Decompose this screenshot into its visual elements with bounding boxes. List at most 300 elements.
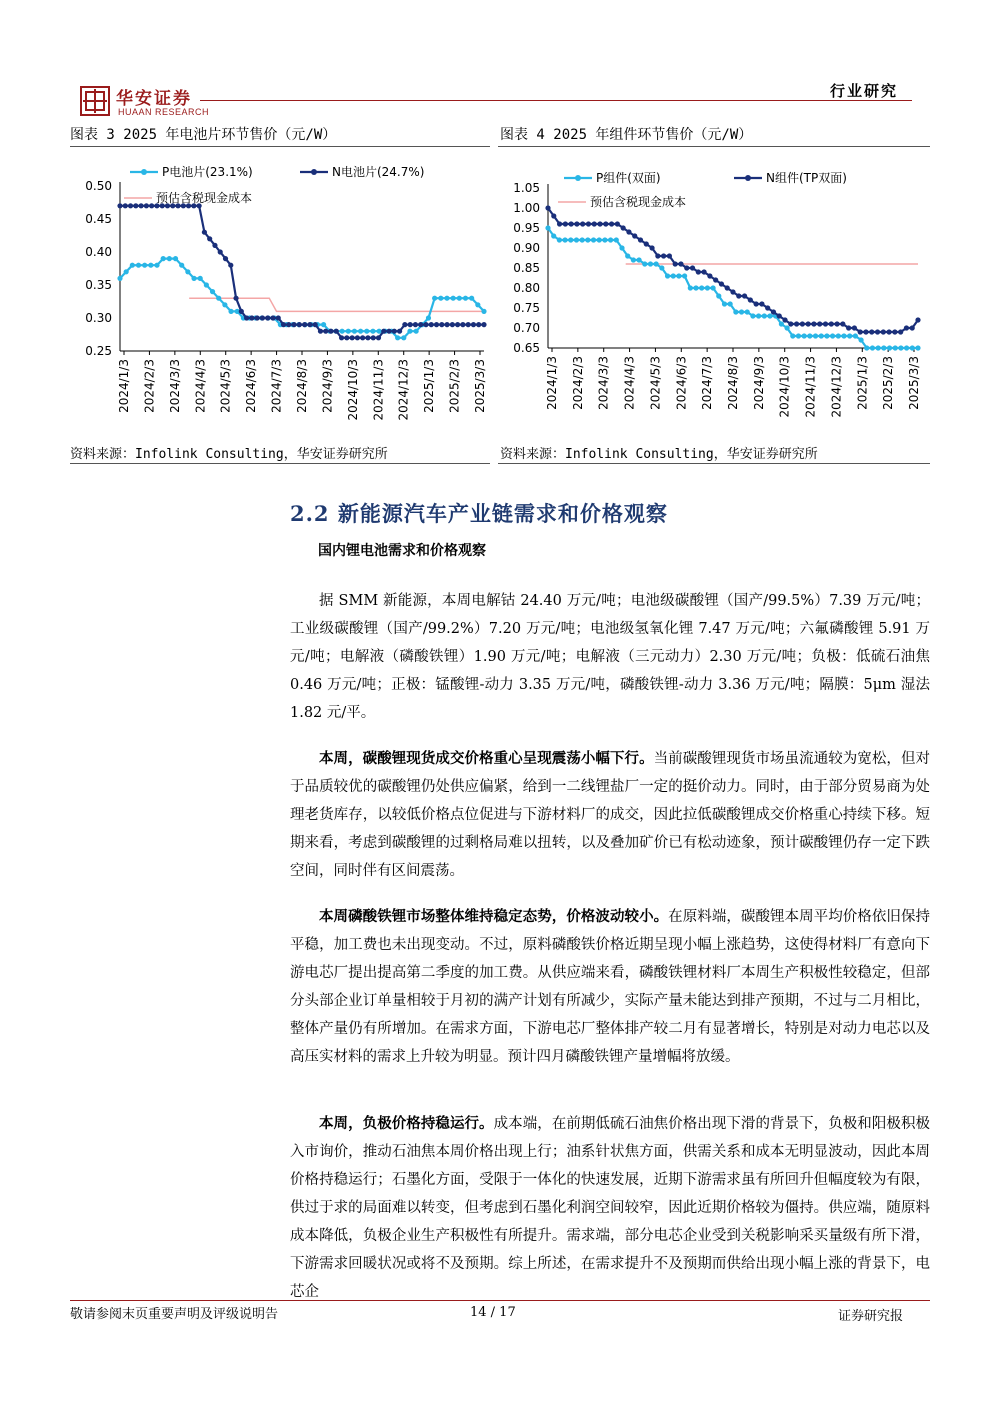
data-point bbox=[210, 289, 215, 294]
data-point bbox=[466, 322, 471, 327]
data-point bbox=[834, 321, 839, 326]
legend-marker bbox=[575, 175, 581, 181]
data-point bbox=[824, 333, 829, 338]
data-point bbox=[626, 229, 631, 234]
data-point bbox=[585, 237, 590, 242]
paragraph-text: 当前碳酸锂现货市场虽流通较为宽松，但对于品质较优的碳酸锂仍处供应偏紧，给到一二线锂盐厂一定的挺价动力。同时，由于部分贸易商为处理老货库存，以较低价格点位促进与下游材料厂的成交，因此拉低碳酸锂成交价格重心持续下移。短期来看，考虑到碳酸锂的过剩格局难以扭转，以及叠加矿价已有松动迹象，预计碳酸锂仍存一定下跌空间，同时伴有区间震荡。 bbox=[290, 751, 931, 879]
data-point bbox=[371, 335, 376, 340]
data-point bbox=[244, 315, 249, 320]
data-point bbox=[557, 221, 562, 226]
report-category: 行业研究 bbox=[830, 82, 899, 100]
data-point bbox=[392, 329, 397, 334]
data-point bbox=[413, 322, 418, 327]
data-point bbox=[756, 313, 761, 318]
x-tick-label: 2024/6/3 bbox=[674, 356, 689, 410]
section-title: 2.2 新能源汽车产业链需求和价格观察 bbox=[290, 501, 668, 526]
data-point bbox=[557, 237, 562, 242]
data-point bbox=[418, 322, 423, 327]
data-point bbox=[401, 335, 406, 340]
data-point bbox=[569, 221, 574, 226]
data-point bbox=[915, 317, 920, 322]
data-point bbox=[476, 322, 481, 327]
y-tick-label: 0.50 bbox=[85, 179, 112, 193]
data-point bbox=[124, 269, 129, 274]
data-point bbox=[218, 249, 223, 254]
data-point bbox=[352, 329, 357, 334]
figure-3-title: 图表 3 2025 年电池片环节售价（元/W） bbox=[70, 127, 337, 143]
data-point bbox=[438, 296, 443, 301]
data-point bbox=[276, 315, 281, 320]
legend-label: N组件(TP双面) bbox=[766, 171, 847, 185]
data-point bbox=[233, 296, 238, 301]
data-point bbox=[722, 301, 727, 306]
paragraph-lead: 本周，负极价格持稳运行。 bbox=[319, 1115, 494, 1132]
x-tick-label: 2024/7/3 bbox=[700, 356, 715, 410]
data-point bbox=[580, 221, 585, 226]
data-point bbox=[339, 335, 344, 340]
data-point bbox=[426, 315, 431, 320]
data-point bbox=[260, 315, 265, 320]
data-point bbox=[910, 345, 915, 350]
data-point bbox=[130, 263, 135, 268]
section-subtitle: 国内锂电池需求和价格观察 bbox=[318, 543, 486, 559]
x-tick-label: 2025/2/3 bbox=[447, 359, 462, 413]
x-tick-label: 2024/8/3 bbox=[295, 359, 309, 413]
data-point bbox=[455, 322, 460, 327]
data-point bbox=[402, 322, 407, 327]
data-point bbox=[847, 333, 852, 338]
data-point bbox=[707, 273, 712, 278]
data-point bbox=[307, 322, 312, 327]
data-point bbox=[407, 329, 412, 334]
data-point bbox=[836, 333, 841, 338]
data-point bbox=[887, 345, 892, 350]
data-point bbox=[139, 203, 144, 208]
data-point bbox=[313, 322, 318, 327]
data-point bbox=[642, 261, 647, 266]
x-tick-label: 2025/1/3 bbox=[422, 359, 437, 413]
figure-4-bottom-rule bbox=[498, 463, 930, 464]
data-point bbox=[648, 261, 653, 266]
y-tick-label: 0.40 bbox=[85, 245, 112, 259]
data-point bbox=[693, 285, 698, 290]
data-point bbox=[340, 329, 345, 334]
paragraph-text: 成本端，在前期低硫石油焦价格出现下滑的背景下，负极和阳极积极入市询价，推动石油焦本周价格出现上行；油系针状焦方面，供需关系和成本无明显波动，因此本周价格持稳运行；石墨化方面，受限于一体化的快速发展，近期下游需求虽有所回升但幅度较为有限，供过于求的局面难以转变，但考虑到石墨化利润空间较窄，因此近期价格较为僵持。供应端，随原料成本降低，负极企业生产积极性有所提升。需求端，部分电芯企业受到关税影响采买量级有所下滑，下游需求回暖状况或将不及预期。综上所述，在需求提升不及预期而供给出现小幅上涨的背景下，电芯企 bbox=[290, 1116, 931, 1300]
data-point bbox=[136, 263, 141, 268]
data-point bbox=[323, 329, 328, 334]
data-point bbox=[813, 333, 818, 338]
data-point bbox=[779, 321, 784, 326]
data-point bbox=[228, 263, 233, 268]
x-tick-label: 2024/4/3 bbox=[622, 356, 637, 410]
data-point bbox=[574, 237, 579, 242]
data-point bbox=[149, 203, 154, 208]
data-point bbox=[736, 293, 741, 298]
data-point bbox=[904, 345, 909, 350]
x-tick-label: 2025/3/3 bbox=[473, 359, 487, 413]
data-point bbox=[661, 253, 666, 258]
data-point bbox=[318, 329, 323, 334]
data-point bbox=[350, 335, 355, 340]
data-point bbox=[370, 329, 375, 334]
data-point bbox=[621, 225, 626, 230]
data-point bbox=[829, 321, 834, 326]
company-logo-icon bbox=[80, 86, 110, 116]
legend-label: P电池片(23.1%) bbox=[162, 165, 253, 179]
data-point bbox=[471, 322, 476, 327]
paragraph-prices bbox=[290, 587, 930, 727]
x-tick-label: 2025/3/3 bbox=[907, 356, 921, 410]
data-point bbox=[481, 309, 486, 314]
x-tick-label: 2024/3/3 bbox=[167, 359, 182, 413]
data-point bbox=[191, 276, 196, 281]
data-point bbox=[364, 329, 369, 334]
data-point bbox=[876, 345, 881, 350]
x-tick-label: 2024/5/3 bbox=[648, 356, 663, 410]
data-point bbox=[807, 333, 812, 338]
data-point bbox=[185, 269, 190, 274]
data-point bbox=[360, 335, 365, 340]
data-point bbox=[699, 285, 704, 290]
data-point bbox=[767, 313, 772, 318]
paragraph-lead: 本周，碳酸锂现货成交价格重心呈现震荡小幅下行。 bbox=[319, 750, 654, 767]
data-point bbox=[788, 321, 793, 326]
data-point bbox=[302, 322, 307, 327]
data-point bbox=[673, 261, 678, 266]
data-point bbox=[631, 257, 636, 262]
data-point bbox=[725, 285, 730, 290]
cost-annotation: 预估含税现金成本 bbox=[156, 191, 253, 205]
data-point bbox=[667, 253, 672, 258]
data-point bbox=[255, 315, 260, 320]
data-point bbox=[381, 329, 386, 334]
data-point bbox=[881, 329, 886, 334]
data-point bbox=[619, 245, 624, 250]
data-point bbox=[846, 325, 851, 330]
y-tick-label: 0.70 bbox=[513, 321, 540, 335]
legend-marker bbox=[311, 169, 317, 175]
data-point bbox=[898, 345, 903, 350]
figure-4-source: 资料来源：Infolink Consulting，华安证券研究所 bbox=[500, 447, 818, 462]
data-point bbox=[730, 289, 735, 294]
data-point bbox=[239, 309, 244, 314]
data-point bbox=[886, 329, 891, 334]
data-point bbox=[344, 335, 349, 340]
data-point bbox=[817, 321, 822, 326]
data-point bbox=[632, 233, 637, 238]
data-point bbox=[358, 329, 363, 334]
legend-marker bbox=[745, 175, 751, 181]
x-tick-label: 2024/10/3 bbox=[777, 356, 792, 418]
x-tick-label: 2024/1/3 bbox=[117, 359, 131, 413]
figure-4-title: 图表 4 2025 年组件环节售价（元/W） bbox=[500, 127, 753, 143]
data-point bbox=[597, 237, 602, 242]
figure-3-top-rule bbox=[70, 146, 490, 147]
data-point bbox=[762, 313, 767, 318]
data-point bbox=[893, 345, 898, 350]
data-point bbox=[771, 309, 776, 314]
data-point bbox=[202, 230, 207, 235]
x-tick-label: 2024/7/3 bbox=[269, 359, 284, 413]
y-tick-label: 1.00 bbox=[513, 201, 540, 215]
data-point bbox=[777, 313, 782, 318]
data-point bbox=[625, 253, 630, 258]
data-point bbox=[638, 237, 643, 242]
data-point bbox=[223, 256, 228, 261]
paragraph-lithium-carbonate bbox=[290, 745, 930, 885]
data-point bbox=[179, 263, 184, 268]
data-point bbox=[592, 221, 597, 226]
data-point bbox=[819, 333, 824, 338]
data-point bbox=[858, 329, 863, 334]
brand-name: 华安证券 bbox=[116, 89, 192, 109]
data-point bbox=[784, 325, 789, 330]
data-point bbox=[429, 322, 434, 327]
x-tick-label: 2024/10/3 bbox=[345, 359, 360, 421]
legend-marker bbox=[141, 169, 147, 175]
data-point bbox=[863, 329, 868, 334]
data-point bbox=[281, 322, 286, 327]
data-point bbox=[690, 265, 695, 270]
paragraph-lfp bbox=[290, 903, 930, 1071]
data-point bbox=[434, 322, 439, 327]
data-point bbox=[574, 221, 579, 226]
module-price-chart bbox=[494, 150, 934, 440]
data-point bbox=[716, 293, 721, 298]
data-point bbox=[790, 333, 795, 338]
data-point bbox=[161, 256, 166, 261]
data-point bbox=[665, 273, 670, 278]
data-point bbox=[551, 213, 556, 218]
data-point bbox=[562, 237, 567, 242]
data-point bbox=[207, 236, 212, 241]
data-point bbox=[713, 277, 718, 282]
data-point bbox=[858, 337, 863, 342]
data-point bbox=[444, 322, 449, 327]
data-point bbox=[841, 333, 846, 338]
data-point bbox=[759, 301, 764, 306]
data-point bbox=[794, 321, 799, 326]
data-point bbox=[655, 253, 660, 258]
data-point bbox=[688, 285, 693, 290]
y-tick-label: 1.05 bbox=[513, 181, 540, 195]
brand-english: HUAAN RESEARCH bbox=[118, 107, 210, 117]
data-point bbox=[286, 322, 291, 327]
x-tick-label: 2024/4/3 bbox=[193, 359, 208, 413]
data-point bbox=[204, 282, 209, 287]
data-point bbox=[386, 329, 391, 334]
data-point bbox=[444, 296, 449, 301]
data-point bbox=[328, 329, 333, 334]
data-point bbox=[806, 321, 811, 326]
data-point bbox=[840, 321, 845, 326]
y-tick-label: 0.95 bbox=[513, 221, 540, 235]
data-point bbox=[881, 345, 886, 350]
data-point bbox=[719, 281, 724, 286]
data-point bbox=[745, 309, 750, 314]
x-tick-label: 2024/9/3 bbox=[320, 359, 335, 413]
data-point bbox=[602, 237, 607, 242]
data-point bbox=[608, 237, 613, 242]
data-point bbox=[173, 256, 178, 261]
footer-divider bbox=[70, 1300, 930, 1301]
paragraph-anode bbox=[290, 1110, 930, 1306]
data-point bbox=[671, 273, 676, 278]
data-point bbox=[823, 321, 828, 326]
data-point bbox=[705, 285, 710, 290]
data-point bbox=[321, 322, 326, 327]
data-point bbox=[614, 237, 619, 242]
data-point bbox=[270, 315, 275, 320]
data-point bbox=[684, 265, 689, 270]
x-tick-label: 2024/9/3 bbox=[751, 356, 766, 410]
data-point bbox=[395, 335, 400, 340]
data-point bbox=[460, 322, 465, 327]
data-point bbox=[216, 296, 221, 301]
data-point bbox=[212, 243, 217, 248]
data-point bbox=[733, 309, 738, 314]
cell-price-chart bbox=[64, 150, 494, 440]
data-point bbox=[696, 269, 701, 274]
x-tick-label: 2024/2/3 bbox=[570, 356, 585, 410]
y-tick-label: 0.25 bbox=[85, 344, 112, 358]
data-point bbox=[739, 309, 744, 314]
y-tick-label: 0.65 bbox=[513, 341, 540, 355]
data-point bbox=[481, 322, 486, 327]
data-point bbox=[586, 221, 591, 226]
data-point bbox=[852, 325, 857, 330]
data-point bbox=[414, 329, 419, 334]
y-tick-label: 0.75 bbox=[513, 301, 540, 315]
x-tick-label: 2024/11/3 bbox=[371, 359, 386, 421]
data-point bbox=[782, 317, 787, 322]
data-point bbox=[439, 322, 444, 327]
data-point bbox=[297, 322, 302, 327]
data-point bbox=[892, 329, 897, 334]
legend-label: N电池片(24.7%) bbox=[332, 165, 425, 179]
data-point bbox=[123, 203, 128, 208]
y-tick-label: 0.45 bbox=[85, 212, 112, 226]
series-line-1 bbox=[548, 208, 918, 332]
data-point bbox=[198, 276, 203, 281]
data-point bbox=[148, 263, 153, 268]
data-point bbox=[408, 322, 413, 327]
paragraph-text: 据 SMM 新能源，本周电解钴 24.40 万元/吨；电池级碳酸锂（国产/99.5%）7.39 万元/吨；工业级碳酸锂（国产/99.2%）7.20 万元/吨；电池级氢氧化锂 7.47 万元/吨；六氟磷酸锂 5.91 万元/吨；电解液（磷酸铁锂）1.90 万元/吨；电解液（三元动力）2.30 万元/吨；负极：低硫石油焦 0.46 万元/吨；正极：锰酸锂-动力 3.35 万元/吨，磷酸铁锂-动力 3.36 万元/吨；隔膜：5μm 湿法 1.82 元/平。 bbox=[290, 593, 930, 721]
data-point bbox=[469, 296, 474, 301]
paragraph-lead: 本周磷酸铁锂市场整体维持稳定态势，价格波动较小。 bbox=[319, 908, 669, 925]
data-point bbox=[765, 305, 770, 310]
data-point bbox=[346, 329, 351, 334]
data-point bbox=[365, 335, 370, 340]
y-tick-label: 0.30 bbox=[85, 311, 112, 325]
data-point bbox=[796, 333, 801, 338]
data-point bbox=[463, 296, 468, 301]
data-point bbox=[167, 256, 172, 261]
cost-annotation: 预估含税现金成本 bbox=[590, 195, 687, 209]
x-tick-label: 2024/12/3 bbox=[829, 356, 844, 418]
data-point bbox=[800, 321, 805, 326]
data-point bbox=[397, 329, 402, 334]
data-point bbox=[811, 321, 816, 326]
data-point bbox=[615, 221, 620, 226]
x-tick-label: 2024/12/3 bbox=[396, 359, 411, 421]
data-point bbox=[701, 269, 706, 274]
data-point bbox=[334, 329, 339, 334]
x-tick-label: 2024/1/3 bbox=[545, 356, 559, 410]
data-point bbox=[904, 325, 909, 330]
data-point bbox=[580, 237, 585, 242]
y-tick-label: 0.85 bbox=[513, 261, 540, 275]
data-point bbox=[249, 315, 254, 320]
figure-3-bottom-rule bbox=[70, 463, 490, 464]
data-point bbox=[676, 273, 681, 278]
data-point bbox=[659, 265, 664, 270]
data-point bbox=[265, 315, 270, 320]
data-point bbox=[545, 205, 550, 210]
data-point bbox=[568, 237, 573, 242]
data-point bbox=[742, 293, 747, 298]
data-point bbox=[875, 329, 880, 334]
paragraph-text: 在原料端，碳酸锂本周平均价格依旧保持平稳，加工费也未出现变动。不过，原料磷酸铁价格近期呈现小幅上涨趋势，这使得材料厂有意向下游电芯厂提出提高第二季度的加工费。从供应端来看，磷酸铁锂材料厂本周生产积极性较稳定，但部分头部企业订单量相较于月初的满产计划有所减少，实际产量未能达到排产预期，不过与二月相比，整体产量仍有所增加。在需求方面，下游电芯厂整体排产较二月有显著增长，特别是对动力电芯以及高压实材料的需求上升较为明显。预计四月磷酸铁锂产量增幅将放缓。 bbox=[290, 909, 930, 1065]
footer-disclaimer: 敬请参阅末页重要声明及评级说明告 bbox=[70, 1307, 279, 1322]
header-divider bbox=[200, 100, 912, 101]
data-point bbox=[898, 329, 903, 334]
data-point bbox=[853, 333, 858, 338]
x-tick-label: 2024/6/3 bbox=[244, 359, 259, 413]
data-point bbox=[142, 263, 147, 268]
data-point bbox=[636, 257, 641, 262]
figure-3-source: 资料来源：Infolink Consulting，华安证券研究所 bbox=[70, 447, 388, 462]
footer-report-type: 证券研究报 bbox=[838, 1309, 904, 1324]
data-point bbox=[291, 322, 296, 327]
data-point bbox=[915, 345, 920, 350]
x-tick-label: 2025/2/3 bbox=[881, 356, 896, 410]
data-point bbox=[545, 225, 550, 230]
data-point bbox=[128, 203, 133, 208]
page-number: 14 / 17 bbox=[470, 1305, 516, 1320]
data-point bbox=[710, 285, 715, 290]
data-point bbox=[450, 322, 455, 327]
data-point bbox=[870, 345, 875, 350]
data-point bbox=[864, 345, 869, 350]
data-point bbox=[597, 221, 602, 226]
x-tick-label: 2024/11/3 bbox=[803, 356, 818, 418]
data-point bbox=[644, 241, 649, 246]
data-point bbox=[910, 325, 915, 330]
data-point bbox=[133, 203, 138, 208]
x-tick-label: 2024/8/3 bbox=[726, 356, 740, 410]
data-point bbox=[222, 302, 227, 307]
data-point bbox=[355, 335, 360, 340]
data-point bbox=[869, 329, 874, 334]
data-point bbox=[228, 309, 233, 314]
data-point bbox=[830, 333, 835, 338]
data-point bbox=[451, 296, 456, 301]
x-tick-label: 2024/2/3 bbox=[142, 359, 157, 413]
data-point bbox=[376, 335, 381, 340]
data-point bbox=[144, 203, 149, 208]
data-point bbox=[117, 276, 122, 281]
data-point bbox=[117, 203, 122, 208]
series-line-0 bbox=[548, 228, 918, 348]
data-point bbox=[678, 261, 683, 266]
data-point bbox=[750, 313, 755, 318]
data-point bbox=[475, 302, 480, 307]
data-point bbox=[748, 297, 753, 302]
data-point bbox=[457, 296, 462, 301]
data-point bbox=[754, 301, 759, 306]
data-point bbox=[423, 322, 428, 327]
